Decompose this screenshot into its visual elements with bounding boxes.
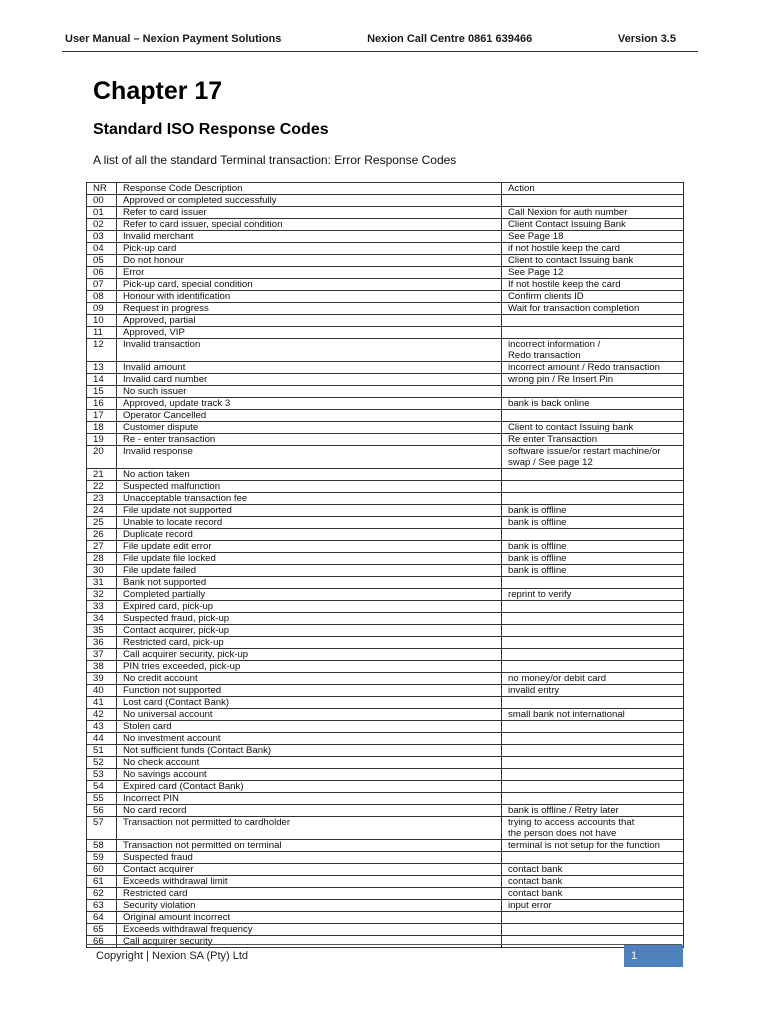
cell-action: [502, 721, 684, 733]
cell-description: Error: [117, 267, 502, 279]
cell-nr: 12: [87, 339, 117, 362]
cell-description: Refer to card issuer: [117, 207, 502, 219]
table-row: [87, 697, 684, 709]
cell-action: [502, 386, 684, 398]
cell-nr: 39: [87, 673, 117, 685]
cell-action: software issue/or restart machine/or swap / See page 12: [502, 446, 684, 469]
cell-nr: 18: [87, 422, 117, 434]
table-row: [87, 410, 684, 422]
table-row: [87, 279, 684, 291]
table-row: [87, 793, 684, 805]
cell-nr: 63: [87, 900, 117, 912]
cell-description: Duplicate record: [117, 529, 502, 541]
cell-action: [502, 769, 684, 781]
cell-action: [502, 529, 684, 541]
cell-nr: 55: [87, 793, 117, 805]
cell-action: [502, 469, 684, 481]
table-row: [87, 900, 684, 912]
cell-nr: 34: [87, 613, 117, 625]
cell-nr: 33: [87, 601, 117, 613]
table-row: [87, 505, 684, 517]
table-row: [87, 673, 684, 685]
cell-description: No investment account: [117, 733, 502, 745]
cell-description: Invalid response: [117, 446, 502, 469]
cell-action: bank is offline: [502, 553, 684, 565]
cell-action: [502, 745, 684, 757]
table-body: [87, 195, 684, 948]
header-divider: [62, 51, 698, 52]
cell-nr: 38: [87, 661, 117, 673]
cell-description: Suspected malfunction: [117, 481, 502, 493]
cell-nr: 66: [87, 936, 117, 948]
cell-description: Unacceptable transaction fee: [117, 493, 502, 505]
cell-action: Wait for transaction completion: [502, 303, 684, 315]
cell-action: Confirm clients ID: [502, 291, 684, 303]
table-row: [87, 374, 684, 386]
cell-nr: 56: [87, 805, 117, 817]
table-row: [87, 517, 684, 529]
cell-action: [502, 781, 684, 793]
cell-action: [502, 637, 684, 649]
cell-action: [502, 912, 684, 924]
cell-action: bank is back online: [502, 398, 684, 410]
cell-description: Pick-up card, special condition: [117, 279, 502, 291]
cell-action: [502, 793, 684, 805]
cell-action: [502, 649, 684, 661]
cell-action: [502, 733, 684, 745]
cell-description: Completed partially: [117, 589, 502, 601]
cell-action: input error: [502, 900, 684, 912]
table-row: [87, 924, 684, 936]
cell-action: Call Nexion for auth number: [502, 207, 684, 219]
table-row: [87, 291, 684, 303]
cell-action: [502, 757, 684, 769]
cell-nr: 19: [87, 434, 117, 446]
cell-nr: 24: [87, 505, 117, 517]
cell-action: Re enter Transaction: [502, 434, 684, 446]
cell-description: Invalid merchant: [117, 231, 502, 243]
table-row: [87, 936, 684, 948]
table-row: [87, 267, 684, 279]
cell-description: Customer dispute: [117, 422, 502, 434]
cell-description: Approved, partial: [117, 315, 502, 327]
table-row: [87, 207, 684, 219]
cell-nr: 21: [87, 469, 117, 481]
cell-action: bank is offline: [502, 541, 684, 553]
cell-action: Client to contact Issuing bank: [502, 422, 684, 434]
table-row: [87, 339, 684, 362]
cell-action: trying to access accounts that the person does not have: [502, 817, 684, 840]
cell-description: Do not honour: [117, 255, 502, 267]
cell-action: small bank not international: [502, 709, 684, 721]
cell-description: Call acquirer security, pick-up: [117, 649, 502, 661]
cell-description: Re - enter transaction: [117, 434, 502, 446]
table-row: [87, 781, 684, 793]
table-row: [87, 577, 684, 589]
table-row: [87, 852, 684, 864]
cell-action: if not hostile keep the card: [502, 243, 684, 255]
cell-description: File update not supported: [117, 505, 502, 517]
table-row: [87, 219, 684, 231]
section-title: Standard ISO Response Codes: [93, 121, 329, 138]
table-row: [87, 745, 684, 757]
table-row: [87, 565, 684, 577]
table-row: [87, 637, 684, 649]
table-row: [87, 721, 684, 733]
cell-nr: 31: [87, 577, 117, 589]
cell-nr: 10: [87, 315, 117, 327]
cell-nr: 27: [87, 541, 117, 553]
header-action: Action: [502, 183, 684, 195]
cell-action: [502, 493, 684, 505]
table-row: [87, 625, 684, 637]
table-row: [87, 303, 684, 315]
cell-nr: 60: [87, 864, 117, 876]
cell-action: Client Contact Issuing Bank: [502, 219, 684, 231]
cell-description: PIN tries exceeded, pick-up: [117, 661, 502, 673]
page-header: [65, 33, 676, 45]
cell-action: bank is offline / Retry later: [502, 805, 684, 817]
table-row: [87, 493, 684, 505]
table-row: [87, 840, 684, 852]
table-row: [87, 709, 684, 721]
table-row: [87, 195, 684, 207]
cell-nr: 16: [87, 398, 117, 410]
cell-nr: 44: [87, 733, 117, 745]
cell-nr: 01: [87, 207, 117, 219]
table-row: [87, 529, 684, 541]
cell-description: Suspected fraud: [117, 852, 502, 864]
table-row: [87, 541, 684, 553]
table-row: [87, 422, 684, 434]
table-row: [87, 327, 684, 339]
cell-nr: 40: [87, 685, 117, 697]
cell-action: [502, 625, 684, 637]
table-row: [87, 757, 684, 769]
cell-description: Expired card (Contact Bank): [117, 781, 502, 793]
table-row: [87, 469, 684, 481]
table-row: [87, 649, 684, 661]
cell-description: Contact acquirer, pick-up: [117, 625, 502, 637]
cell-nr: 00: [87, 195, 117, 207]
cell-nr: 23: [87, 493, 117, 505]
cell-description: Refer to card issuer, special condition: [117, 219, 502, 231]
cell-nr: 37: [87, 649, 117, 661]
cell-description: No credit account: [117, 673, 502, 685]
header-description: Response Code Description: [117, 183, 502, 195]
cell-action: [502, 577, 684, 589]
cell-nr: 06: [87, 267, 117, 279]
table-row: [87, 864, 684, 876]
cell-action: [502, 410, 684, 422]
header-nr: NR: [87, 183, 117, 195]
page-number: 1: [624, 945, 683, 967]
cell-nr: 51: [87, 745, 117, 757]
cell-description: No universal account: [117, 709, 502, 721]
cell-description: Exceeds withdrawal frequency: [117, 924, 502, 936]
table-row: [87, 255, 684, 267]
cell-nr: 07: [87, 279, 117, 291]
cell-nr: 02: [87, 219, 117, 231]
cell-action: [502, 315, 684, 327]
cell-action: reprint to verify: [502, 589, 684, 601]
cell-nr: 53: [87, 769, 117, 781]
cell-nr: 05: [87, 255, 117, 267]
cell-description: Restricted card, pick-up: [117, 637, 502, 649]
cell-nr: 43: [87, 721, 117, 733]
table-row: [87, 386, 684, 398]
cell-description: Transaction not permitted on terminal: [117, 840, 502, 852]
cell-description: No check account: [117, 757, 502, 769]
cell-action: [502, 661, 684, 673]
cell-action: contact bank: [502, 864, 684, 876]
cell-description: Request in progress: [117, 303, 502, 315]
table-row: [87, 481, 684, 493]
cell-action: incorrect information / Redo transaction: [502, 339, 684, 362]
table-row: [87, 769, 684, 781]
cell-nr: 64: [87, 912, 117, 924]
cell-action: contact bank: [502, 888, 684, 900]
cell-nr: 11: [87, 327, 117, 339]
cell-description: Contact acquirer: [117, 864, 502, 876]
cell-nr: 20: [87, 446, 117, 469]
table-row: [87, 805, 684, 817]
cell-action: See Page 18: [502, 231, 684, 243]
cell-description: Invalid transaction: [117, 339, 502, 362]
cell-description: Suspected fraud, pick-up: [117, 613, 502, 625]
table-row: [87, 876, 684, 888]
cell-description: Call acquirer security: [117, 936, 502, 948]
cell-nr: 03: [87, 231, 117, 243]
cell-action: wrong pin / Re Insert Pin: [502, 374, 684, 386]
table-row: [87, 685, 684, 697]
cell-description: Original amount incorrect: [117, 912, 502, 924]
cell-action: [502, 852, 684, 864]
table-row: [87, 362, 684, 374]
cell-nr: 62: [87, 888, 117, 900]
cell-action: bank is offline: [502, 517, 684, 529]
cell-description: Lost card (Contact Bank): [117, 697, 502, 709]
cell-nr: 41: [87, 697, 117, 709]
table-row: [87, 243, 684, 255]
cell-nr: 22: [87, 481, 117, 493]
cell-nr: 04: [87, 243, 117, 255]
cell-action: bank is offline: [502, 505, 684, 517]
table-row: [87, 888, 684, 900]
cell-nr: 52: [87, 757, 117, 769]
table-row: [87, 912, 684, 924]
cell-description: Transaction not permitted to cardholder: [117, 817, 502, 840]
cell-nr: 42: [87, 709, 117, 721]
cell-description: Honour with identification: [117, 291, 502, 303]
cell-nr: 61: [87, 876, 117, 888]
cell-description: Stolen card: [117, 721, 502, 733]
chapter-title: Chapter 17: [93, 77, 223, 105]
cell-action: [502, 195, 684, 207]
intro-text: A list of all the standard Terminal transaction: Error Response Codes: [93, 153, 457, 167]
table-row: [87, 315, 684, 327]
cell-action: invalid entry: [502, 685, 684, 697]
cell-action: [502, 697, 684, 709]
cell-action: If not hostile keep the card: [502, 279, 684, 291]
cell-action: Client to contact Issuing bank: [502, 255, 684, 267]
cell-action: [502, 601, 684, 613]
cell-nr: 65: [87, 924, 117, 936]
cell-description: Restricted card: [117, 888, 502, 900]
cell-nr: 54: [87, 781, 117, 793]
cell-nr: 25: [87, 517, 117, 529]
cell-description: Invalid card number: [117, 374, 502, 386]
cell-action: no money/or debit card: [502, 673, 684, 685]
cell-action: [502, 481, 684, 493]
table-row: [87, 446, 684, 469]
cell-action: contact bank: [502, 876, 684, 888]
table-row: [87, 398, 684, 410]
table-row: [87, 434, 684, 446]
cell-nr: 59: [87, 852, 117, 864]
cell-action: bank is offline: [502, 565, 684, 577]
header-version: Version 3.5: [617, 33, 676, 45]
table-row: [87, 553, 684, 565]
cell-description: No card record: [117, 805, 502, 817]
cell-description: Not sufficient funds (Contact Bank): [117, 745, 502, 757]
cell-description: Unable to locate record: [117, 517, 502, 529]
cell-description: Function not supported: [117, 685, 502, 697]
cell-nr: 36: [87, 637, 117, 649]
cell-description: Pick-up card: [117, 243, 502, 255]
cell-description: Approved, VIP: [117, 327, 502, 339]
cell-description: Bank not supported: [117, 577, 502, 589]
cell-action: incorrect amount / Redo transaction: [502, 362, 684, 374]
cell-nr: 58: [87, 840, 117, 852]
cell-description: Approved, update track 3: [117, 398, 502, 410]
cell-nr: 17: [87, 410, 117, 422]
table-row: [87, 817, 684, 840]
header-call-centre: Nexion Call Centre 0861 639466: [367, 33, 533, 45]
cell-nr: 32: [87, 589, 117, 601]
footer-divider: [86, 944, 682, 945]
response-codes-table: [86, 182, 684, 948]
cell-description: File update edit error: [117, 541, 502, 553]
cell-description: File update file locked: [117, 553, 502, 565]
cell-nr: 15: [87, 386, 117, 398]
cell-description: Security violation: [117, 900, 502, 912]
cell-nr: 35: [87, 625, 117, 637]
table-row: [87, 733, 684, 745]
cell-nr: 30: [87, 565, 117, 577]
cell-action: [502, 613, 684, 625]
cell-nr: 09: [87, 303, 117, 315]
table-row: [87, 231, 684, 243]
cell-description: Incorrect PIN: [117, 793, 502, 805]
cell-description: Exceeds withdrawal limit: [117, 876, 502, 888]
cell-nr: 14: [87, 374, 117, 386]
cell-description: No savings account: [117, 769, 502, 781]
cell-description: Invalid amount: [117, 362, 502, 374]
cell-description: File update failed: [117, 565, 502, 577]
cell-description: Operator Cancelled: [117, 410, 502, 422]
cell-description: Expired card, pick-up: [117, 601, 502, 613]
table-row: [87, 613, 684, 625]
cell-description: Approved or completed successfully: [117, 195, 502, 207]
footer-copyright: Copyright | Nexion SA (Pty) Ltd: [96, 950, 249, 962]
cell-description: No action taken: [117, 469, 502, 481]
cell-action: terminal is not setup for the function: [502, 840, 684, 852]
cell-nr: 28: [87, 553, 117, 565]
cell-action: [502, 327, 684, 339]
header-manual-title: User Manual – Nexion Payment Solutions: [65, 33, 282, 45]
cell-nr: 13: [87, 362, 117, 374]
cell-nr: 26: [87, 529, 117, 541]
table-row: [87, 661, 684, 673]
table-header-row: [87, 183, 684, 195]
cell-description: No such issuer: [117, 386, 502, 398]
cell-action: [502, 924, 684, 936]
cell-action: See Page 12: [502, 267, 684, 279]
cell-nr: 57: [87, 817, 117, 840]
cell-nr: 08: [87, 291, 117, 303]
table-row: [87, 589, 684, 601]
table-row: [87, 601, 684, 613]
